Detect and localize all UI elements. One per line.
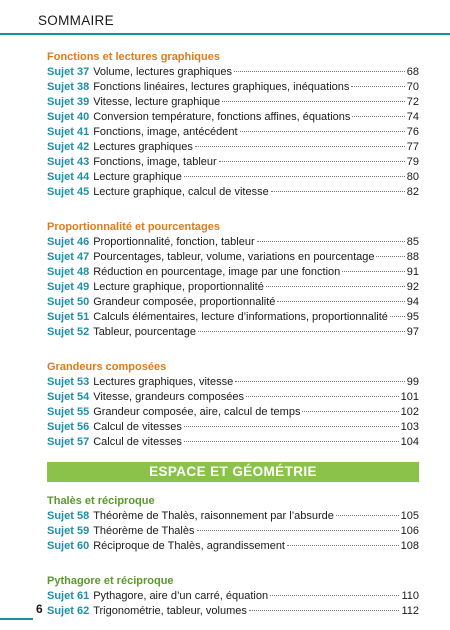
entry-title: Calculs élémentaires, lecture d’informations, proportionnalité (93, 311, 388, 323)
entry-page-number: 88 (406, 251, 419, 263)
entry-title: Trigonométrie, tableur, volumes (93, 605, 247, 617)
dot-leader (266, 286, 405, 287)
toc-section (47, 50, 419, 200)
toc-entry[interactable] (47, 265, 419, 280)
section-spacer (47, 340, 419, 360)
entry-label: Sujet 44 (47, 171, 90, 183)
entry-label: Sujet 43 (47, 156, 90, 168)
dot-leader (352, 116, 404, 117)
section-spacer (47, 554, 419, 574)
dot-leader (197, 530, 399, 531)
entry-page-number: 101 (400, 391, 419, 403)
toc-entry[interactable] (47, 375, 419, 390)
entry-title: Pourcentages, tableur, volume, variations en pourcentage (93, 251, 375, 263)
dot-leader (222, 101, 405, 102)
entry-page-number: 85 (406, 236, 419, 248)
entry-title: Proportionnalité, fonction, tableur (93, 236, 255, 248)
entry-page-number: 70 (406, 81, 419, 93)
entry-label: Sujet 53 (47, 376, 90, 388)
entry-title: Pythagore, aire d’un carré, équation (93, 590, 269, 602)
dot-leader (234, 71, 405, 72)
part-banner: ESPACE ET GÉOMÉTRIE (47, 462, 419, 482)
entry-page-number: 103 (400, 421, 419, 433)
entry-label: Sujet 52 (47, 326, 90, 338)
dot-leader (376, 256, 404, 257)
toc-entry[interactable] (47, 539, 419, 554)
entry-label: Sujet 40 (47, 111, 90, 123)
entry-label: Sujet 54 (47, 391, 90, 403)
dot-leader (235, 381, 405, 382)
entry-label: Sujet 37 (47, 66, 90, 78)
dot-leader (336, 515, 399, 516)
entry-title: Volume, lectures graphiques (93, 66, 232, 78)
entry-title: Conversion température, fonctions affines, équations (93, 111, 351, 123)
entry-title: Fonctions, image, antécédent (93, 126, 238, 138)
entry-title: Lecture graphique, calcul de vitesse (93, 186, 269, 198)
toc-entry[interactable] (47, 310, 419, 325)
toc-section (47, 574, 419, 619)
toc-entry[interactable] (47, 435, 419, 450)
entry-page-number: 105 (400, 510, 419, 522)
dot-leader (271, 191, 405, 192)
entry-title: Grandeur composée, proportionnalité (93, 296, 276, 308)
entry-page-number: 106 (400, 525, 419, 537)
section-spacer (47, 200, 419, 220)
toc-entry[interactable] (47, 140, 419, 155)
entry-page-number: 79 (406, 156, 419, 168)
dot-leader (287, 545, 399, 546)
entry-page-number: 82 (406, 186, 419, 198)
entry-page-number: 77 (406, 141, 419, 153)
toc-entry[interactable] (47, 170, 419, 185)
entry-page-number: 74 (406, 111, 419, 123)
entry-label: Sujet 61 (47, 590, 90, 602)
dot-leader (390, 316, 405, 317)
entry-page-number: 102 (400, 406, 419, 418)
entry-page-number: 104 (400, 436, 419, 448)
entry-page-number: 94 (406, 296, 419, 308)
section-title: Grandeurs composées (47, 361, 167, 373)
entry-title: Théorème de Thalès, raisonnement par l’absurde (93, 510, 334, 522)
header-divider (0, 33, 450, 35)
toc-entry[interactable] (47, 235, 419, 250)
dot-leader (342, 271, 405, 272)
toc-entry[interactable] (47, 155, 419, 170)
entry-title: Lecture graphique, proportionnalité (93, 281, 264, 293)
dot-leader (302, 411, 398, 412)
toc-section (47, 220, 419, 340)
entry-page-number: 108 (400, 540, 419, 552)
toc-section (47, 494, 419, 554)
toc-entry[interactable] (47, 125, 419, 140)
entry-title: Vitesse, lecture graphique (93, 96, 221, 108)
entry-title: Lecture graphique (93, 171, 182, 183)
toc-entry[interactable] (47, 405, 419, 420)
toc-entry[interactable] (47, 250, 419, 265)
entry-label: Sujet 46 (47, 236, 90, 248)
entry-page-number: 99 (406, 376, 419, 388)
toc-entry[interactable] (47, 325, 419, 340)
entry-label: Sujet 39 (47, 96, 90, 108)
entry-label: Sujet 41 (47, 126, 90, 138)
footer-divider (0, 618, 33, 620)
toc-entry[interactable] (47, 420, 419, 435)
entry-page-number: 110 (401, 590, 419, 602)
dot-leader (277, 301, 404, 302)
entry-label: Sujet 45 (47, 186, 90, 198)
part-2 (47, 494, 419, 619)
section-title: Pythagore et réciproque (47, 575, 174, 587)
toc-entry[interactable] (47, 295, 419, 310)
dot-leader (219, 161, 405, 162)
entry-label: Sujet 49 (47, 281, 90, 293)
entry-page-number: 72 (406, 96, 419, 108)
entry-title: Réduction en pourcentage, image par une fonction (93, 266, 341, 278)
dot-leader (246, 396, 399, 397)
section-title: Proportionnalité et pourcentages (47, 221, 220, 233)
entry-label: Sujet 51 (47, 311, 90, 323)
toc-entry[interactable] (47, 280, 419, 295)
toc-entry[interactable] (47, 604, 419, 619)
entry-page-number: 91 (406, 266, 419, 278)
toc-section (47, 360, 419, 450)
entry-label: Sujet 57 (47, 436, 90, 448)
dot-leader (184, 176, 405, 177)
toc-entry[interactable] (47, 509, 419, 524)
entry-label: Sujet 48 (47, 266, 90, 278)
section-title: Thalès et réciproque (47, 495, 155, 507)
entry-label: Sujet 59 (47, 525, 90, 537)
entry-title: Vitesse, grandeurs composées (93, 391, 245, 403)
entry-label: Sujet 42 (47, 141, 90, 153)
entry-title: Lectures graphiques (93, 141, 193, 153)
entry-page-number: 92 (406, 281, 419, 293)
entry-title: Lectures graphiques, vitesse (93, 376, 234, 388)
entry-title: Calcul de vitesses (93, 421, 182, 433)
entry-title: Fonctions, image, tableur (93, 156, 217, 168)
entry-label: Sujet 47 (47, 251, 90, 263)
dot-leader (184, 426, 399, 427)
page-header-title: SOMMAIRE (38, 13, 114, 28)
dot-leader (198, 331, 405, 332)
toc-entry[interactable] (47, 65, 419, 80)
entry-page-number: 76 (406, 126, 419, 138)
entry-label: Sujet 55 (47, 406, 90, 418)
entry-label: Sujet 58 (47, 510, 90, 522)
dot-leader (351, 86, 404, 87)
entry-label: Sujet 56 (47, 421, 90, 433)
toc-entry[interactable] (47, 80, 419, 95)
dot-leader (270, 595, 399, 596)
dot-leader (240, 131, 405, 132)
dot-leader (195, 146, 405, 147)
entry-page-number: 68 (406, 66, 419, 78)
entry-page-number: 95 (406, 311, 419, 323)
section-title: Fonctions et lectures graphiques (47, 51, 220, 63)
entry-title: Fonctions linéaires, lectures graphiques, inéquations (93, 81, 350, 93)
dot-leader (257, 241, 405, 242)
entry-title: Tableur, pourcentage (93, 326, 196, 338)
entry-title: Calcul de vitesses (93, 436, 182, 448)
entry-page-number: 97 (406, 326, 419, 338)
dot-leader (249, 610, 400, 611)
part-1 (47, 50, 419, 450)
entry-label: Sujet 60 (47, 540, 90, 552)
table-of-contents (47, 50, 419, 619)
toc-entry[interactable] (47, 524, 419, 539)
entry-page-number: 80 (406, 171, 419, 183)
entry-title: Théorème de Thalès (93, 525, 195, 537)
page-number: 6 (36, 602, 43, 616)
toc-entry[interactable] (47, 589, 419, 604)
toc-entry[interactable] (47, 95, 419, 110)
entry-page-number: 112 (401, 605, 419, 617)
entry-title: Grandeur composée, aire, calcul de temps (93, 406, 301, 418)
toc-entry[interactable] (47, 185, 419, 200)
entry-label: Sujet 62 (47, 605, 90, 617)
entry-label: Sujet 50 (47, 296, 90, 308)
dot-leader (184, 441, 399, 442)
toc-entry[interactable] (47, 110, 419, 125)
entry-label: Sujet 38 (47, 81, 90, 93)
entry-title: Réciproque de Thalès, agrandissement (93, 540, 285, 552)
toc-entry[interactable] (47, 390, 419, 405)
